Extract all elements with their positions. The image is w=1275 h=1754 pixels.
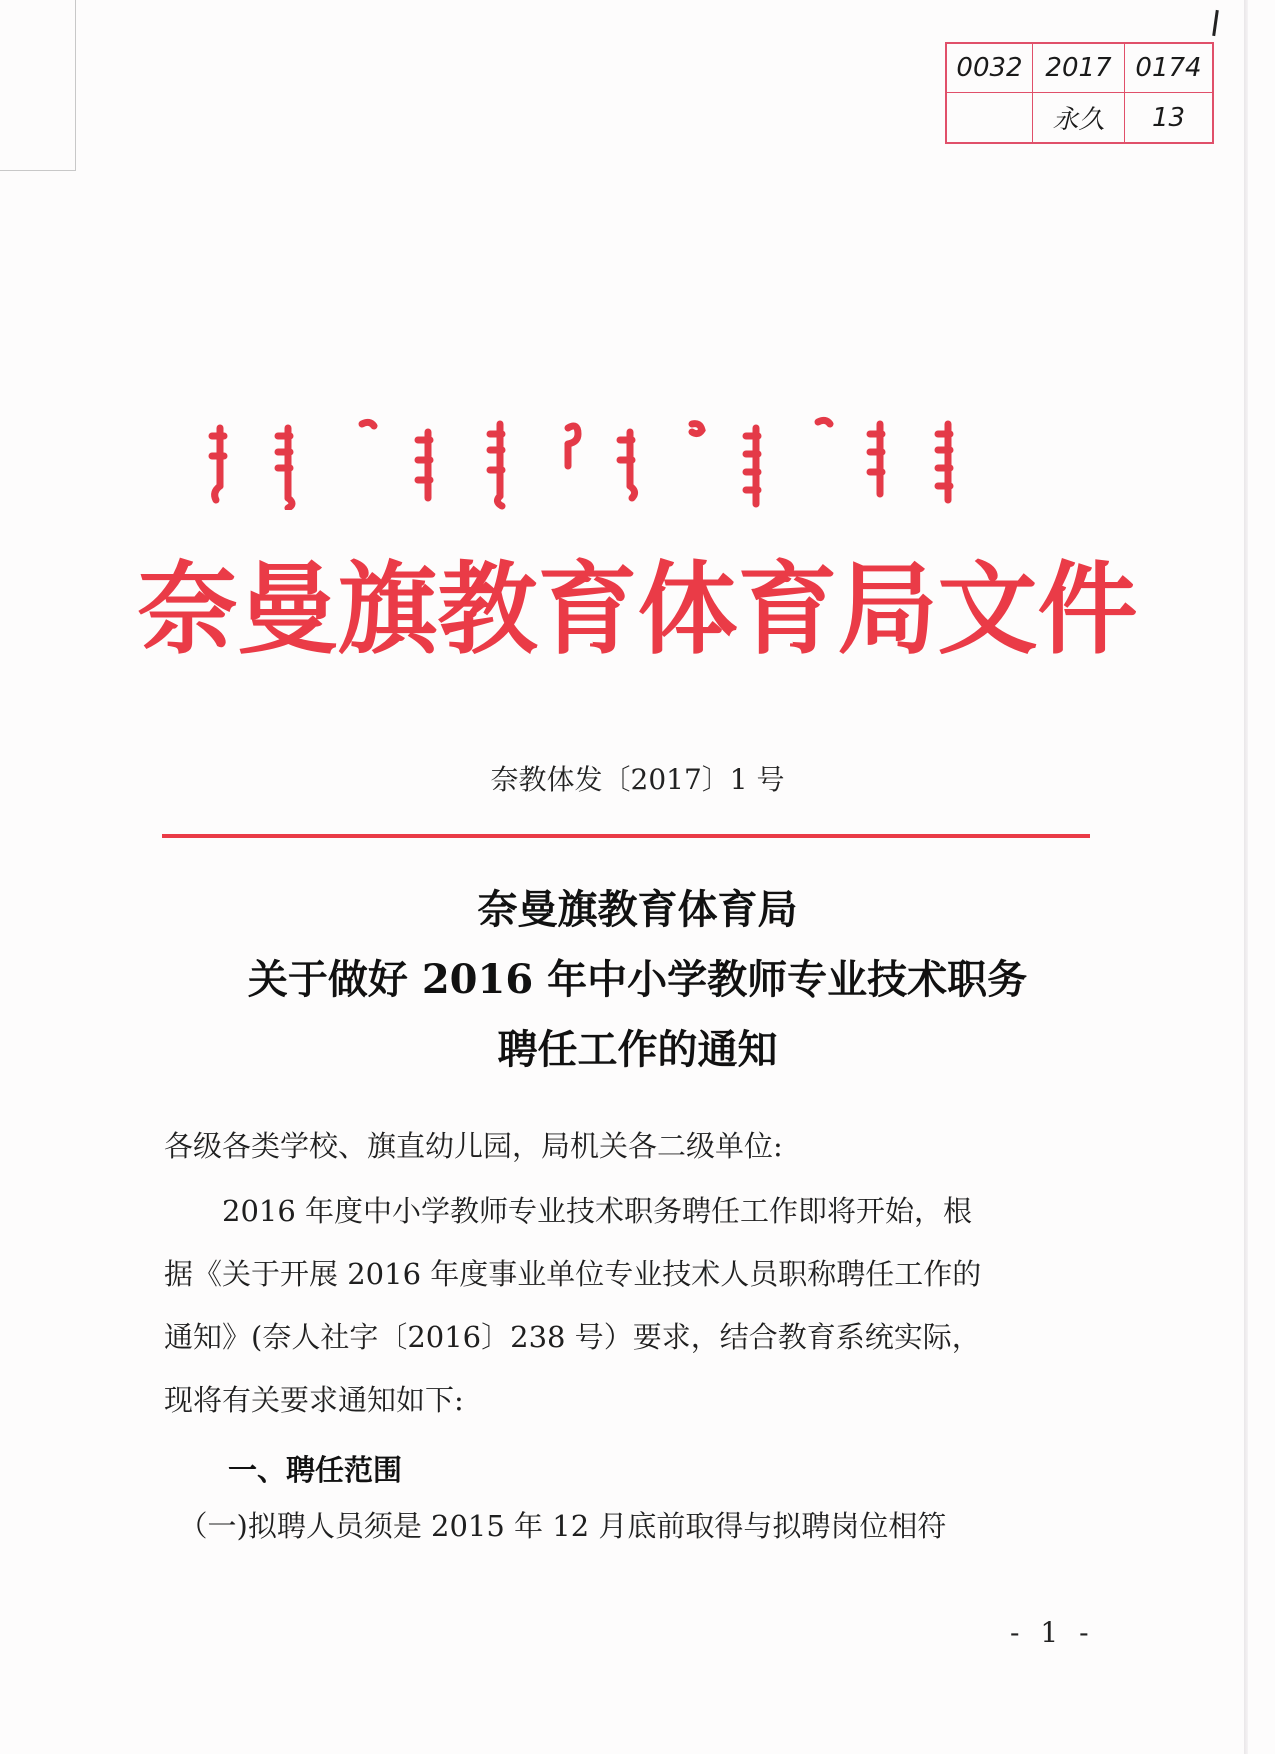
document-number: 奈教体发〔2017〕1 号 — [490, 763, 785, 796]
section-title: 一、聘任范围 — [228, 1453, 403, 1487]
notice-heading-line: 奈曼旗教育体育局 — [477, 886, 798, 933]
body-line: 通知》(奈人社字〔2016〕238 号）要求，结合教育系统实际， — [164, 1320, 981, 1354]
stamp-cell: 13 — [1151, 102, 1186, 133]
red-divider — [162, 834, 1090, 838]
body-line: 2016 年度中小学教师专业技术职务聘任工作即将开始，根 — [164, 1194, 973, 1228]
archive-stamp — [945, 42, 1214, 144]
stamp-cell: 0174 — [1125, 44, 1212, 93]
body-line: 现将有关要求通知如下: — [164, 1383, 464, 1417]
salutation: 各级各类学校、旗直幼儿园，局机关各二级单位: — [164, 1129, 783, 1163]
notice-heading-line: 关于做好 2016 年中小学教师专业技术职务 — [247, 956, 1028, 1003]
stamp-cell: 2017 — [1033, 44, 1125, 93]
stamp-cell — [947, 93, 1033, 142]
notice-heading-line: 聘任工作的通知 — [497, 1026, 778, 1073]
scan-edge — [1244, 0, 1248, 1754]
body-line: 据《关于开展 2016 年度事业单位专业技术人员职称聘任工作的 — [164, 1257, 982, 1291]
scan-mark — [1212, 10, 1219, 36]
scan-fold-mark — [0, 0, 76, 171]
mongolian-title-script — [200, 410, 1010, 510]
stamp-cell: 0032 — [947, 44, 1033, 93]
stamp-cell: 永久 — [1033, 93, 1125, 142]
page-number: - 1 - — [1010, 1616, 1095, 1649]
document-title: 奈曼旗教育体育局文件 — [137, 551, 1138, 668]
body-line: （一)拟聘人员须是 2015 年 12 月底前取得与拟聘岗位相符 — [164, 1509, 947, 1543]
